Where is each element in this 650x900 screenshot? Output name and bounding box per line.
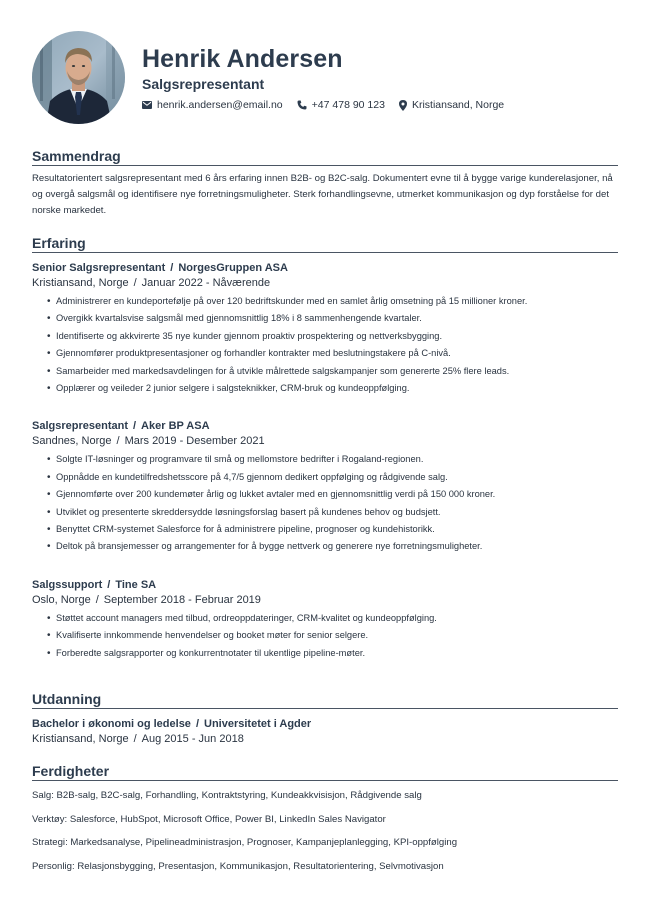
experience-section xyxy=(32,235,618,662)
skill-line: Personlig: Relasjonsbygging, Presentasjon, Kommunikasjon, Resultatorientering, Selvmotivasjon xyxy=(32,860,444,872)
email-text: henrik.andersen@email.no xyxy=(157,99,283,111)
job-role: Salgssupport xyxy=(32,578,103,591)
separator: / xyxy=(133,277,137,289)
envelope-icon xyxy=(142,101,152,109)
job-location: Oslo, Norge xyxy=(32,593,91,606)
job-title-line xyxy=(32,261,618,276)
separator: / xyxy=(116,435,120,448)
job-title-line xyxy=(32,419,618,434)
candidate-title: Salgsrepresentant xyxy=(142,76,265,92)
job-meta-line xyxy=(32,434,618,449)
contact-location xyxy=(399,99,504,111)
job-company: Tine SA xyxy=(115,578,157,591)
location-text: Kristiansand, Norge xyxy=(411,99,505,111)
skills-section xyxy=(32,763,618,883)
education-meta-line xyxy=(32,732,618,747)
education-location: Kristiansand, Norge xyxy=(32,733,129,745)
education-dates: Aug 2015 - Jun 2018 xyxy=(141,733,244,745)
job-entry xyxy=(32,261,618,397)
job-bullet: • Solgte IT-løsninger og programvare til små og mellomstore bedrifter i Rogaland-regionen. xyxy=(49,451,618,468)
job-bullets xyxy=(32,451,618,555)
job-company: Aker BP ASA xyxy=(141,420,210,433)
summary-text: Resultatorientert salgsrepresentant med 6 års erfaring innen B2B- og B2C-salg. Dokumentert evne til å bygge varige kunderelasjoner, nå og overgå salgsmål og identifisere nye forretningsmuligheter. Sterk forhandlingsevne, utmerket kommunikasjon og dyp forståelse for det norske markedet. xyxy=(32,173,613,216)
job-bullet: • Utviklet og presenterte skreddersydde løsningsforslag basert på kundenes behov og budsjett. xyxy=(49,504,618,521)
job-bullet: • Gjennomfører produktpresentasjoner og forhandler kontrakter med beslutningstakere på C-nivå. xyxy=(49,345,618,362)
job-bullets xyxy=(32,610,618,662)
education-degree: Bachelor i økonomi og ledelse xyxy=(32,718,191,730)
job-location: Sandnes, Norge xyxy=(32,435,112,448)
job-dates: Januar 2022 - Nåværende xyxy=(141,277,271,289)
profile-photo xyxy=(32,31,125,124)
job-role: Senior Salgsrepresentant xyxy=(32,262,166,274)
contact-info xyxy=(142,99,518,111)
job-entry xyxy=(32,578,618,662)
job-company: NorgesGruppen ASA xyxy=(178,262,288,274)
job-role: Salgsrepresentant xyxy=(32,420,128,433)
job-dates: Mars 2019 - Desember 2021 xyxy=(124,435,265,448)
contact-email[interactable] xyxy=(142,99,283,111)
separator: / xyxy=(133,733,137,745)
job-bullet: • Deltok på bransjemesser og arrangementer for å bygge nettverk og generere nye forretningsmuligheter. xyxy=(49,538,618,555)
job-bullet: • Samarbeider med markedsavdelingen for å utvikle målrettede salgskampanjer som genererte 25% flere leads. xyxy=(49,363,618,380)
education-heading: Utdanning xyxy=(32,691,618,709)
job-meta-line xyxy=(32,593,618,608)
summary-section xyxy=(32,148,618,219)
job-dates: September 2018 - Februar 2019 xyxy=(103,593,261,606)
job-bullet: • Støttet account managers med tilbud, ordreoppdateringer, CRM-kvalitet og kundeoppfølging. xyxy=(49,610,618,627)
separator: / xyxy=(95,593,99,606)
job-bullet: • Kvalifiserte innkommende henvendelser og booket møter for senior selgere. xyxy=(49,627,618,644)
separator: / xyxy=(170,262,174,274)
job-location: Kristiansand, Norge xyxy=(32,277,129,289)
summary-heading: Sammendrag xyxy=(32,148,618,166)
skill-line: Salg: B2B-salg, B2C-salg, Forhandling, Kontraktstyring, Kundeakkvisisjon, Rådgivende salg xyxy=(32,790,422,801)
job-title-line xyxy=(32,578,618,593)
job-bullets xyxy=(32,293,618,397)
education-school: Universitetet i Agder xyxy=(204,718,312,730)
job-bullet: • Benyttet CRM-systemet Salesforce for å administrere pipeline, prognoser og kundehistorikk. xyxy=(49,521,618,538)
candidate-name: Henrik Andersen xyxy=(142,45,343,73)
job-bullet: • Administrerer en kundeportefølje på over 120 bedriftskunder med en samlet årlig omsetning på 15 millioner kroner. xyxy=(49,293,618,310)
job-bullet: • Overgikk kvartalsvise salgsmål med gjennomsnittlig 18% i 8 sammenhengende kvartaler. xyxy=(49,310,618,327)
job-bullet: • Forberedte salgsrapporter og konkurrentnotater til ukentlige pipeline-møter. xyxy=(49,645,618,662)
education-title-line xyxy=(32,717,618,732)
job-bullet: • Oppnådde en kundetilfredshetsscore på 4,7/5 gjennom dedikert oppfølging og rådgivende salg. xyxy=(49,469,618,486)
separator: / xyxy=(132,420,137,433)
location-pin-icon xyxy=(399,100,407,111)
resume-header xyxy=(32,31,622,126)
job-bullet: • Identifiserte og akkvirerte 35 nye kunder gjennom proaktiv prospektering og nettverksbygging. xyxy=(49,328,618,345)
skill-line: Strategi: Markedsanalyse, Pipelineadministrasjon, Prognoser, Kampanjeplanlegging, KPI-oppfølging xyxy=(32,837,458,848)
job-bullet: • Opplærer og veileder 2 junior selgere i salgsteknikker, CRM-bruk og kundeoppfølging. xyxy=(49,380,618,397)
job-bullet: • Gjennomførte over 200 kundemøter årlig og lukket avtaler med en gjennomsnittlig verdi på 150 000 kroner. xyxy=(49,486,618,503)
experience-heading: Erfaring xyxy=(32,235,618,253)
skill-line: Verktøy: Salesforce, HubSpot, Microsoft Office, Power BI, LinkedIn Sales Navigator xyxy=(32,813,386,825)
education-section xyxy=(32,691,618,749)
separator: / xyxy=(107,578,111,591)
job-meta-line xyxy=(32,276,618,291)
contact-phone[interactable] xyxy=(297,99,385,111)
job-entry xyxy=(32,419,618,555)
skills-heading: Ferdigheter xyxy=(32,763,618,781)
phone-text: +47 478 90 123 xyxy=(311,99,385,111)
separator: / xyxy=(195,718,199,730)
phone-icon xyxy=(297,100,307,110)
